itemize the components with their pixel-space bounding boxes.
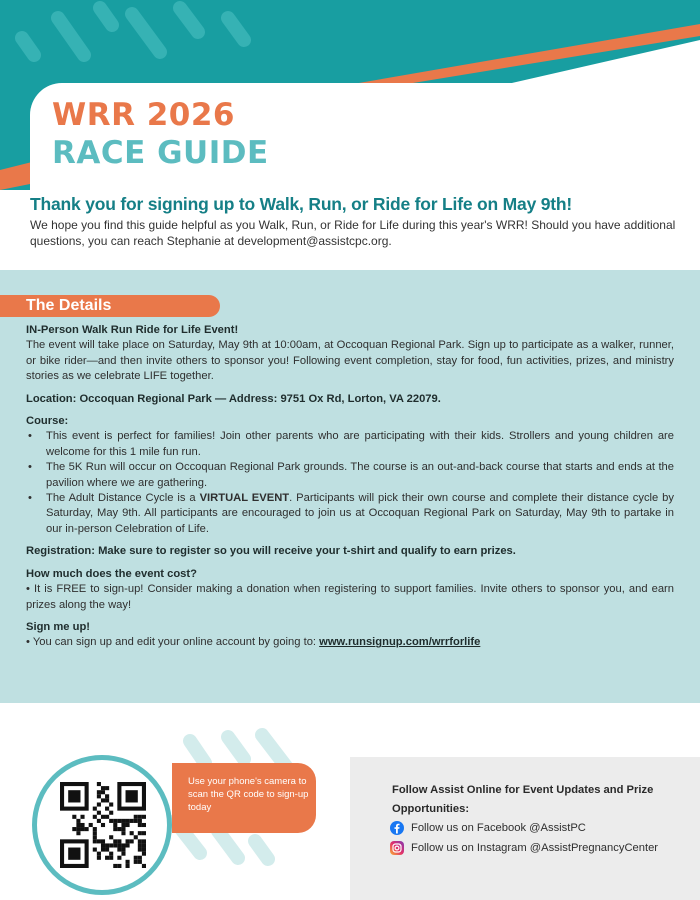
signup-line: [26, 635, 674, 650]
signup-prefix: • You can sign up and edit your online account by going to:: [26, 636, 320, 649]
instagram-link[interactable]: [390, 841, 658, 855]
cycle-virtual-event: VIRTUAL EVENT: [199, 492, 290, 505]
title-line-2: RACE GUIDE: [52, 135, 269, 171]
signup-heading: Sign me up!: [26, 620, 91, 633]
cycle-text-before: The Adult Distance Cycle is a: [46, 492, 200, 505]
qr-code-icon[interactable]: [60, 782, 146, 868]
signup-link[interactable]: www.runsignup.com/wrrforlife: [319, 636, 481, 649]
instagram-label: Follow us on Instagram @AssistPregnancyCenter: [411, 842, 659, 854]
course-item-fun-run: • This event is perfect for families! Join other parents who are participating with their kids. Strollers and young children are welcome for this 1 mile fun run.: [26, 429, 674, 460]
event-heading: IN-Person Walk Run Ride for Life Event!: [26, 324, 239, 336]
cost-body: • It is FREE to sign-up! Consider making a donation when registering to support families. Invite others to sponsor you, and earn prizes along the way!: [26, 583, 674, 611]
facebook-link[interactable]: [390, 821, 586, 835]
facebook-icon: [390, 821, 404, 835]
facebook-label: Follow us on Facebook @AssistPC: [411, 822, 586, 834]
instagram-icon: [390, 841, 404, 855]
course-item-5k: • The 5K Run will occur on Occoquan Regional Park grounds. The course is an out-and-back course that starts and ends at the pavilion where we are gathering.: [26, 460, 674, 491]
course-heading: Course:: [26, 415, 69, 428]
details-section-title: The Details: [0, 295, 220, 317]
scan-instructions: Use your phone's camera to scan the QR code to sign-up today: [172, 763, 316, 833]
event-description: The event will take place on Saturday, May 9th at 10:00am, at Occoquan Regional Park. Sign up to participate as a walker, runner, or bike rider—and then invite others to sponsor you! Following event completion, stay for food, fun activities, prizes, and ministry stories as we celebrate LIFE together.: [26, 339, 674, 383]
course-list: [26, 429, 674, 537]
course-item-cycle: [26, 491, 674, 537]
cycle-text-after: . Participants will pick their own course and complete their distance cycle by Saturday, May 9th. All participants are encouraged to join us at Occoquan Regional Park on Saturday, May 9th to partake in our in-person Celebration of Life.: [46, 492, 674, 535]
intro-body: We hope you find this guide helpful as you Walk, Run, or Ride for Life during this year's WRR! Should you have additional questions, you can reach Stephanie at development@assistcpc.org.: [30, 218, 676, 248]
registration-line: Registration: Make sure to register so you will receive your t-shirt and qualify to earn prizes.: [26, 545, 516, 558]
intro-section: [30, 194, 680, 249]
follow-title: Follow Assist Online for Event Updates and Prize Opportunities:: [392, 784, 654, 815]
cost-heading: How much does the event cost?: [26, 567, 197, 580]
details-content: [26, 323, 674, 651]
title-line-1: WRR 2026: [52, 97, 236, 133]
intro-heading: Thank you for signing up to Walk, Run, or Ride for Life on May 9th!: [30, 194, 573, 214]
location-line: Location: Occoquan Regional Park — Address: 9751 Ox Rd, Lorton, VA 22079.: [26, 392, 441, 405]
